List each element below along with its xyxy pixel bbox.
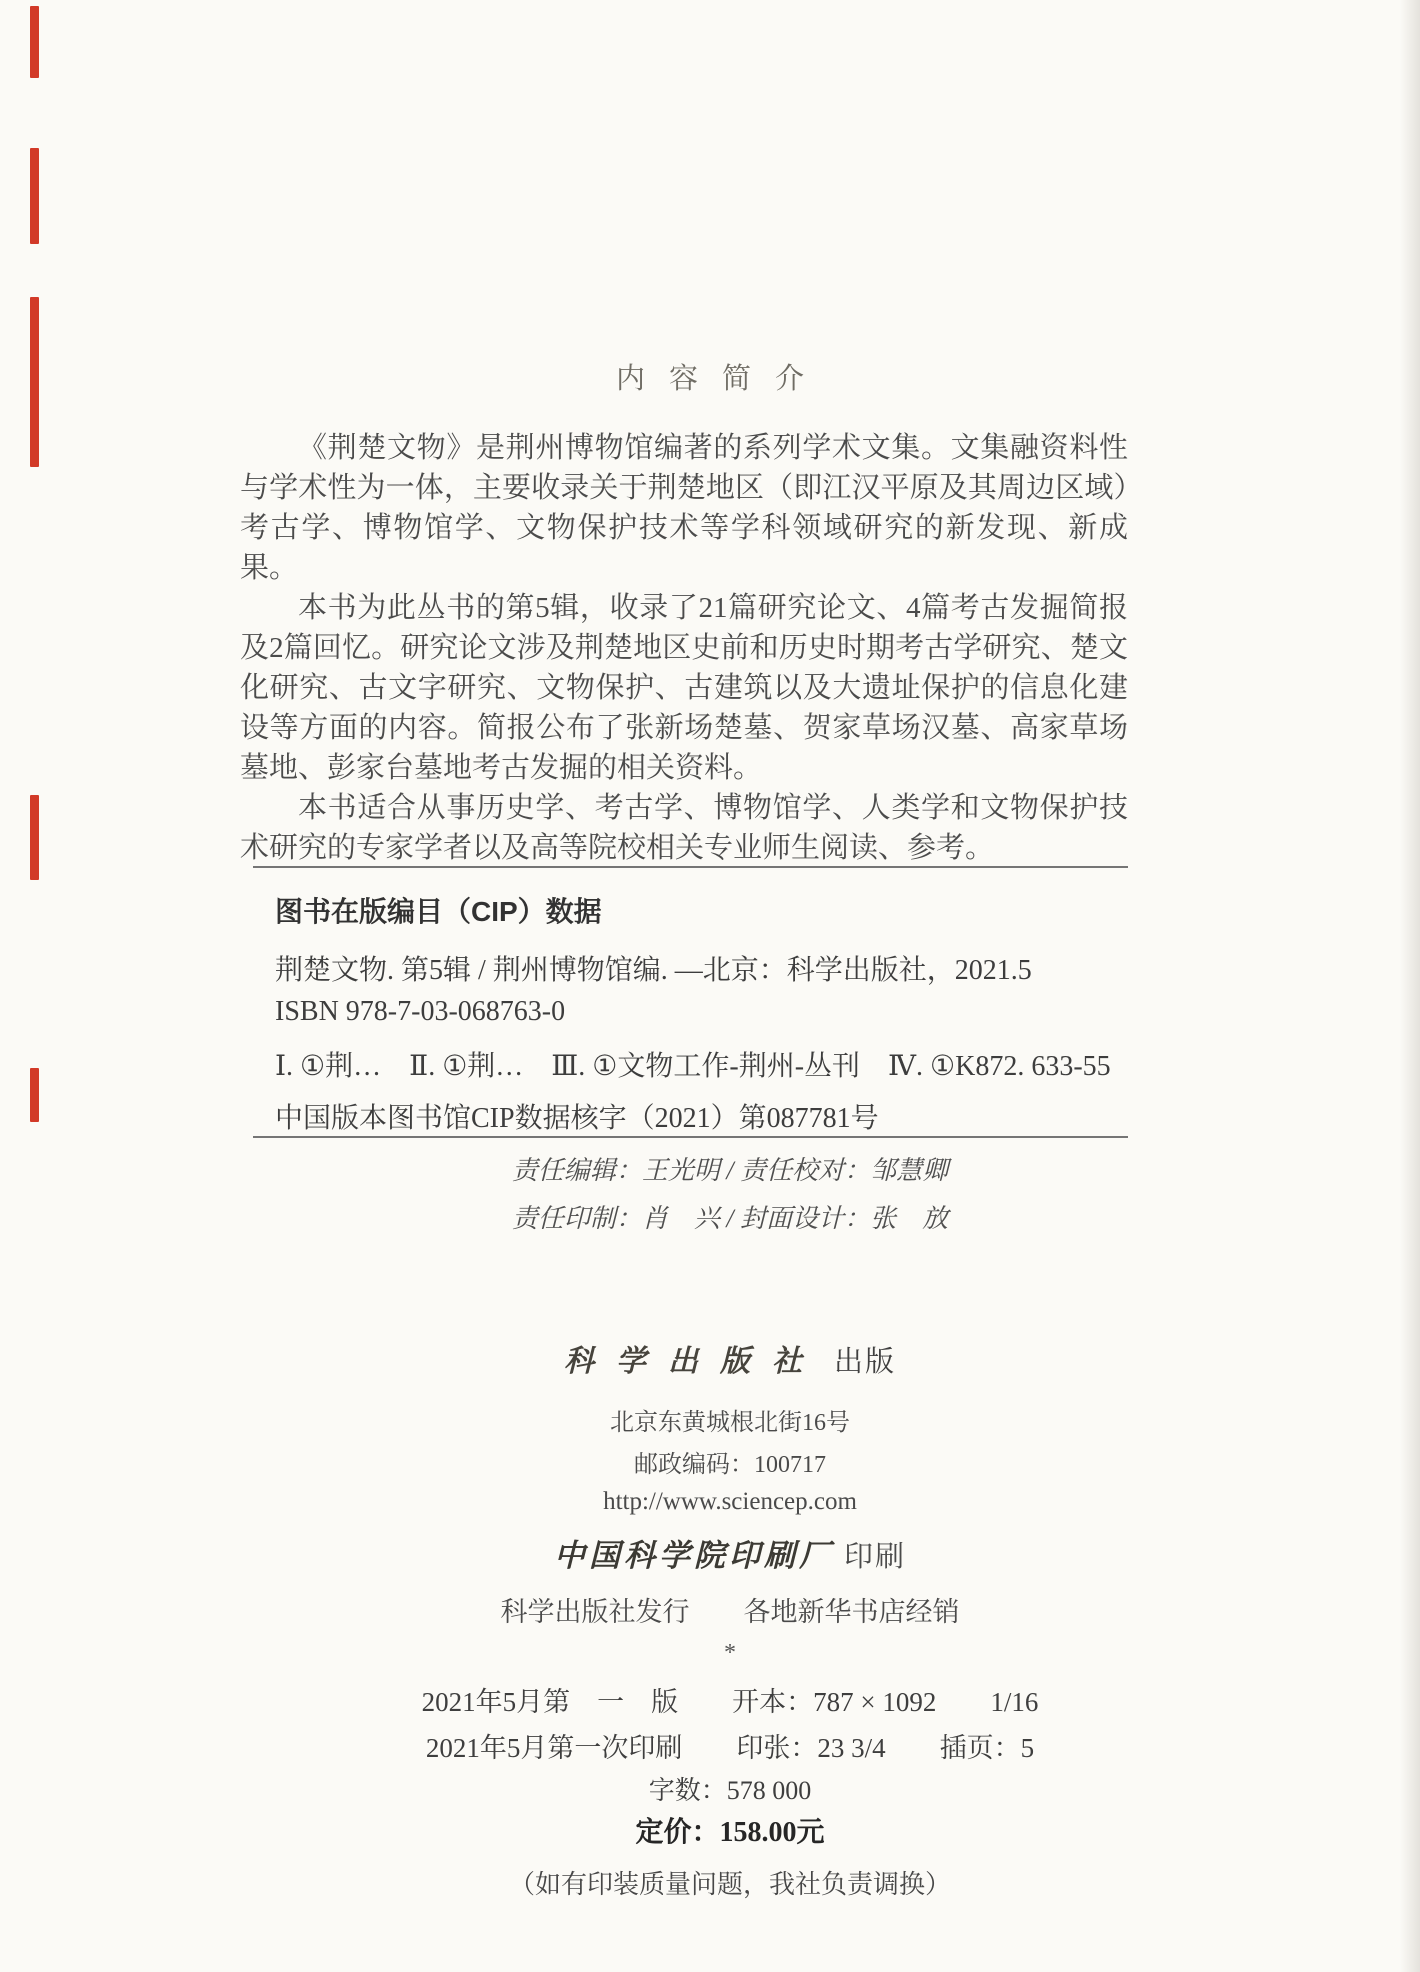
word-count-line: 字数：578 000	[648, 1776, 812, 1805]
intro-paragraph: 本书适合从事历史学、考古学、博物馆学、人类学和文物保护技术研究的专家学者以及高等院校相关专业师生阅读、参考。	[240, 792, 1128, 864]
publisher-website-text: http://www.sciencep.com	[603, 1488, 857, 1515]
editor-credits-line: 责任编辑：王光明 / 责任校对：邹慧卿	[511, 1156, 949, 1185]
impression-sheets-line: 2021年5月第一次印刷 印张：23 3/4 插页：5	[425, 1733, 1035, 1763]
distribution-line: 科学出版社发行 各地新华书店经销	[500, 1597, 960, 1627]
printer-suffix: 印刷	[843, 1541, 906, 1573]
divider-asterisk: *	[724, 1640, 736, 1666]
intro-paragraph: 本书为此丛书的第5辑，收录了21篇研究论文、4篇考古发掘简报及2篇回忆。研究论文涉及荆楚地区史前和历史时期考古学研究、楚文化研究、古文字研究、文物保护、古建筑以及大遗址保护的信息化建设等方面的内容。简报公布了张新场楚墓、贺家草场汉墓、高家草场墓地、彭家台墓地考古发掘的相关资料。	[240, 592, 1128, 784]
red-scan-edge-mark	[30, 1068, 39, 1122]
cip-data-box	[253, 866, 1128, 1138]
page-edge-shadow	[1400, 0, 1420, 1972]
cip-record-number: 中国版本图书馆CIP数据核字（2021）第087781号	[275, 1103, 879, 1134]
edition-format-line: 2021年5月第 一 版 开本：787 × 1092 1/16	[421, 1687, 1039, 1717]
cip-isbn: ISBN 978-7-03-068763-0	[275, 996, 566, 1027]
intro-title: 内容简介	[615, 363, 828, 395]
red-scan-edge-mark	[30, 297, 39, 467]
print-design-credits-line: 责任印制：肖 兴 / 封面设计：张 放	[511, 1204, 949, 1233]
quality-notice-line: （如有印装质量问题，我社负责调换）	[508, 1870, 951, 1899]
printer-name-calligraphy: 中国科学院印刷厂	[553, 1538, 834, 1573]
cip-bibliographic-line: 荆楚文物. 第5辑 / 荆州博物馆编. —北京：科学出版社，2021.5	[275, 955, 1032, 986]
publisher-publish-suffix: 出版	[833, 1346, 896, 1378]
intro-paragraph: 《荆楚文物》是荆州博物馆编著的系列学术文集。文集融资料性与学术性为一体，主要收录关于荆楚地区（即江汉平原及其周边区域）考古学、博物馆学、文物保护技术等学科领域研究的新发现、新成果。	[240, 432, 1128, 584]
red-scan-edge-mark	[30, 148, 39, 244]
red-scan-edge-mark	[30, 6, 39, 78]
publisher-name-calligraphy: 科学出版社	[563, 1345, 824, 1378]
printer-row	[250, 1530, 1210, 1575]
cip-classification: Ⅰ. ①荆… Ⅱ. ①荆… Ⅲ. ①文物工作-荆州-丛刊 Ⅳ. ①K872. 633-55	[275, 1051, 1111, 1082]
red-scan-edge-mark	[30, 795, 39, 880]
cip-heading: 图书在版编目（CIP）数据	[275, 896, 602, 927]
publisher-name-row	[250, 1336, 1210, 1380]
publisher-address: 北京东黄城根北街16号	[610, 1410, 850, 1436]
price-line: 定价：158.00元	[635, 1817, 825, 1848]
intro-paragraphs	[240, 428, 1128, 868]
publisher-postcode: 邮政编码：100717	[634, 1452, 826, 1478]
